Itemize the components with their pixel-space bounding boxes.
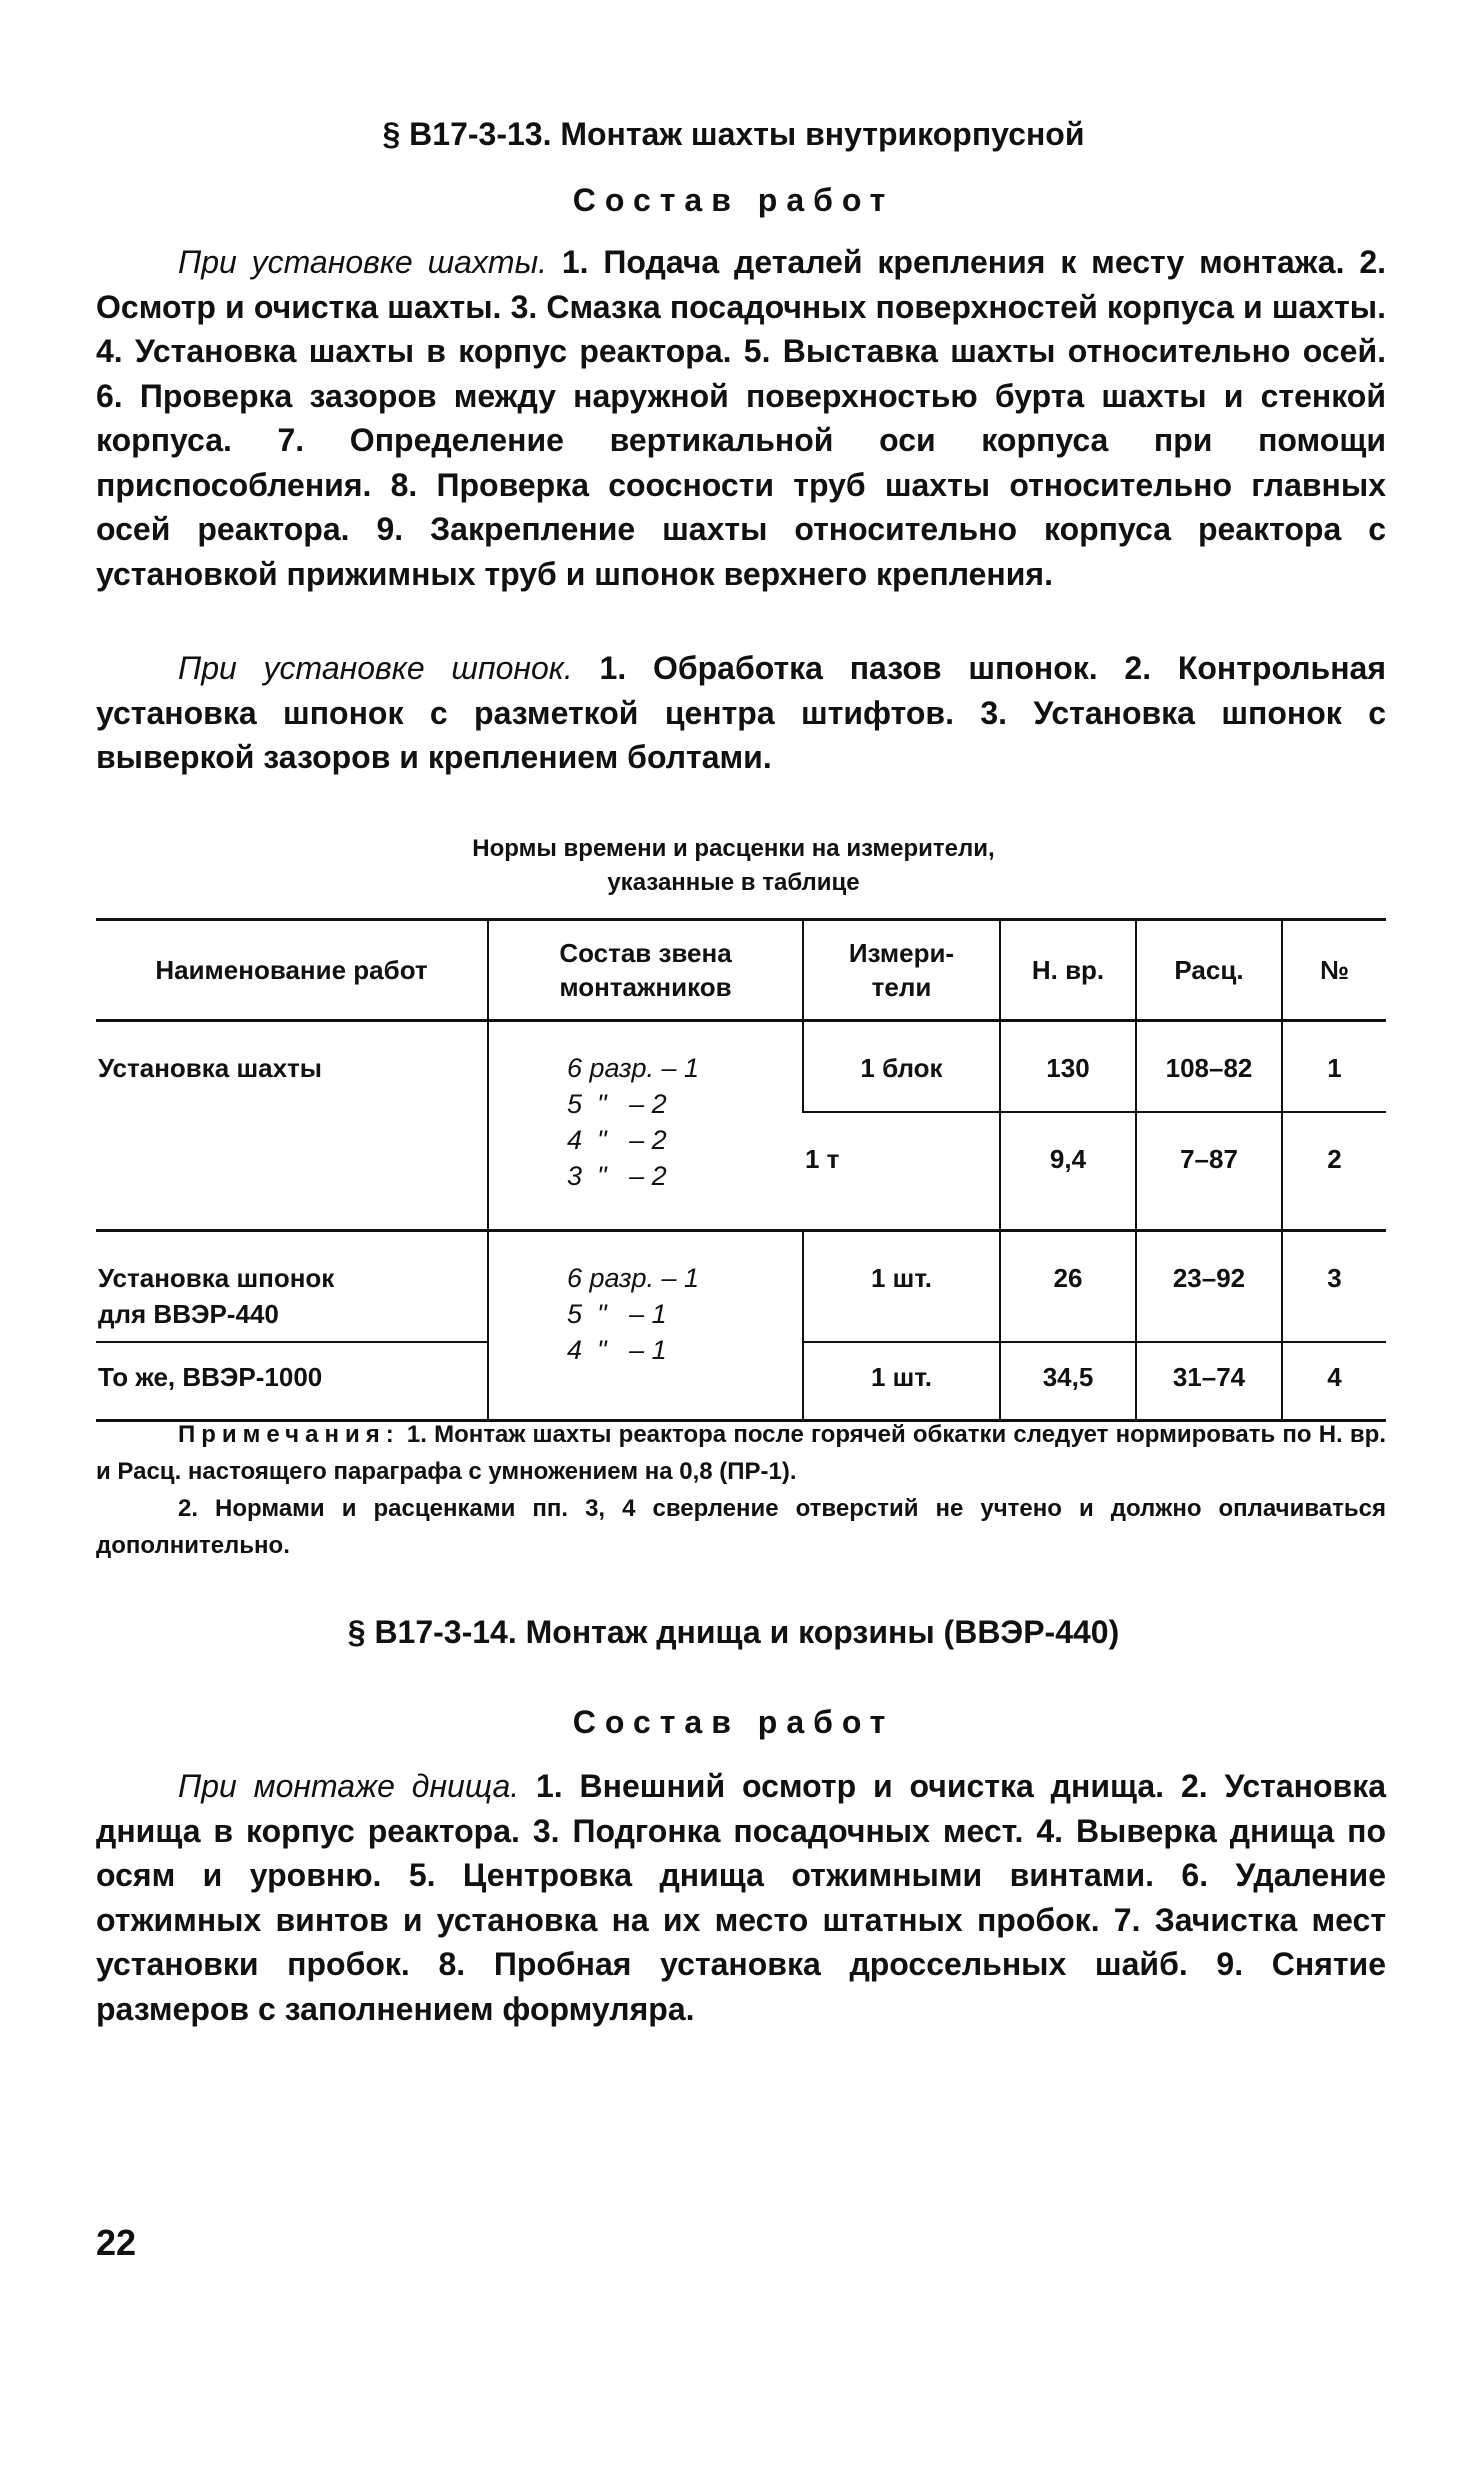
cell-unit: 1 шт. bbox=[803, 1230, 1000, 1342]
section-title-b17-3-13: § В17-3-13. Монтаж шахты внутрикорпусной bbox=[382, 116, 1085, 152]
cell-name-line: для ВВЭР-440 bbox=[98, 1298, 279, 1329]
header-unit-line2: тели bbox=[871, 972, 932, 1002]
paragraph-shaft-installation bbox=[96, 240, 1386, 596]
norms-table bbox=[96, 918, 1386, 1422]
cell-name-keys-440 bbox=[96, 1230, 488, 1342]
page-number: 22 bbox=[96, 2222, 137, 2263]
cell-num: 3 bbox=[1282, 1230, 1386, 1342]
cell-norm: 130 bbox=[1000, 1021, 1136, 1113]
cell-crew-keys bbox=[488, 1230, 803, 1420]
note-1-text: 1. Монтаж шахты реактора после горячей обкатки следует нормировать по Н. вр. и Расц. настоящего параграфа с умножением на 0,8 (ПР-1). bbox=[96, 1421, 1386, 1485]
cell-norm: 26 bbox=[1000, 1230, 1136, 1342]
cell-unit: 1 т bbox=[803, 1112, 1000, 1230]
paragraph-lead-keys: При установке шпонок. bbox=[178, 650, 573, 686]
cell-name-shaft: Установка шахты bbox=[96, 1021, 488, 1231]
composition-heading-1: Состав работ bbox=[572, 182, 895, 218]
cell-num: 2 bbox=[1282, 1112, 1386, 1230]
crew-line: 4 " – 2 bbox=[567, 1125, 667, 1155]
cell-norm: 34,5 bbox=[1000, 1342, 1136, 1420]
section-title-b17-3-14: § В17-3-14. Монтаж днища и корзины (ВВЭР-440) bbox=[347, 1614, 1120, 1650]
cell-num: 1 bbox=[1282, 1021, 1386, 1113]
cell-num: 4 bbox=[1282, 1342, 1386, 1420]
note-2: 2. Нормами и расценками пп. 3, 4 сверление отверстий не учтено и должно оплачиваться дополнительно. bbox=[96, 1495, 1386, 1559]
cell-norm: 9,4 bbox=[1000, 1112, 1136, 1230]
header-unit-line1: Измери- bbox=[848, 938, 955, 968]
cell-crew-shaft bbox=[488, 1021, 803, 1231]
table-caption bbox=[0, 832, 1467, 900]
cell-name-keys-1000: То же, ВВЭР-1000 bbox=[96, 1342, 488, 1420]
header-crew bbox=[488, 920, 803, 1021]
paragraph-text-keys: 1. Обработка пазов шпонок. 2. Контрольная установка шпонок с разметкой центра штифтов. 3. Установка шпонок с выверкой зазоров и креплением болтами. bbox=[96, 650, 1387, 775]
paragraph-key-installation bbox=[96, 646, 1386, 780]
cell-rate: 108–82 bbox=[1136, 1021, 1282, 1113]
cell-name-line: Установка шпонок bbox=[98, 1262, 335, 1293]
header-unit bbox=[803, 920, 1000, 1021]
paragraph-text-shaft: 1. Подача деталей крепления к месту монтажа. 2. Осмотр и очистка шахты. 3. Смазка посадочных поверхностей корпуса и шахты. 4. Установка шахты в корпус реактора. 5. Выставка шахты относительно осей. 6. Проверка зазоров между наружной поверхностью бурта шахты и стенкой корпуса. 7. Определение вертикальной оси корпуса при помощи приспособления. 8. Проверка соосности труб шахты относительно главных осей реактора. 9. Закрепление шахты относительно корпуса реактора с установкой прижимных труб и шпонок верхнего крепления. bbox=[96, 244, 1387, 592]
table-caption-line1: Нормы времени и расценки на измерители, bbox=[472, 835, 995, 862]
paragraph-text-bottom: 1. Внешний осмотр и очистка днища. 2. Установка днища в корпус реактора. 3. Подгонка посадочных мест. 4. Выверка днища по осям и уровню. 5. Центровка днища отжимными винтами. 6. Удаление отжимных винтов и установка на их место штатных пробок. 7. Зачистка мест установки пробок. 8. Пробная установка дроссельных шайб. 9. Снятие размеров с заполнением формуляра. bbox=[96, 1768, 1387, 2027]
cell-unit: 1 шт. bbox=[803, 1342, 1000, 1420]
note-1 bbox=[96, 1416, 1386, 1490]
notes-label: Примечания: bbox=[178, 1421, 400, 1448]
header-crew-line2: монтажников bbox=[559, 972, 732, 1002]
table-notes bbox=[96, 1416, 1386, 1564]
header-crew-line1: Состав звена bbox=[559, 938, 732, 968]
header-norm: Н. вр. bbox=[1000, 920, 1136, 1021]
table-header-row bbox=[96, 920, 1386, 1021]
crew-line: 5 " – 1 bbox=[567, 1298, 667, 1329]
header-name: Наименование работ bbox=[96, 920, 488, 1021]
crew-line: 3 " – 2 bbox=[567, 1161, 667, 1191]
header-rate: Расц. bbox=[1136, 920, 1282, 1021]
cell-rate: 23–92 bbox=[1136, 1230, 1282, 1342]
crew-line: 4 " – 1 bbox=[567, 1334, 667, 1365]
crew-line: 6 разр. – 1 bbox=[567, 1053, 700, 1083]
header-num: № bbox=[1282, 920, 1386, 1021]
paragraph-lead-bottom: При монтаже днища. bbox=[178, 1768, 520, 1804]
paragraph-bottom-installation bbox=[96, 1764, 1386, 2031]
table-row bbox=[96, 1021, 1386, 1113]
cell-rate: 7–87 bbox=[1136, 1112, 1282, 1230]
table-caption-line2: указанные в таблице bbox=[607, 869, 860, 896]
crew-line: 5 " – 2 bbox=[567, 1089, 667, 1119]
paragraph-lead-shaft: При установке шахты. bbox=[178, 244, 548, 280]
composition-heading-2: Состав работ bbox=[572, 1704, 895, 1740]
cell-unit: 1 блок bbox=[803, 1021, 1000, 1113]
crew-line: 6 разр. – 1 bbox=[567, 1262, 700, 1293]
cell-rate: 31–74 bbox=[1136, 1342, 1282, 1420]
table-row bbox=[96, 1230, 1386, 1342]
